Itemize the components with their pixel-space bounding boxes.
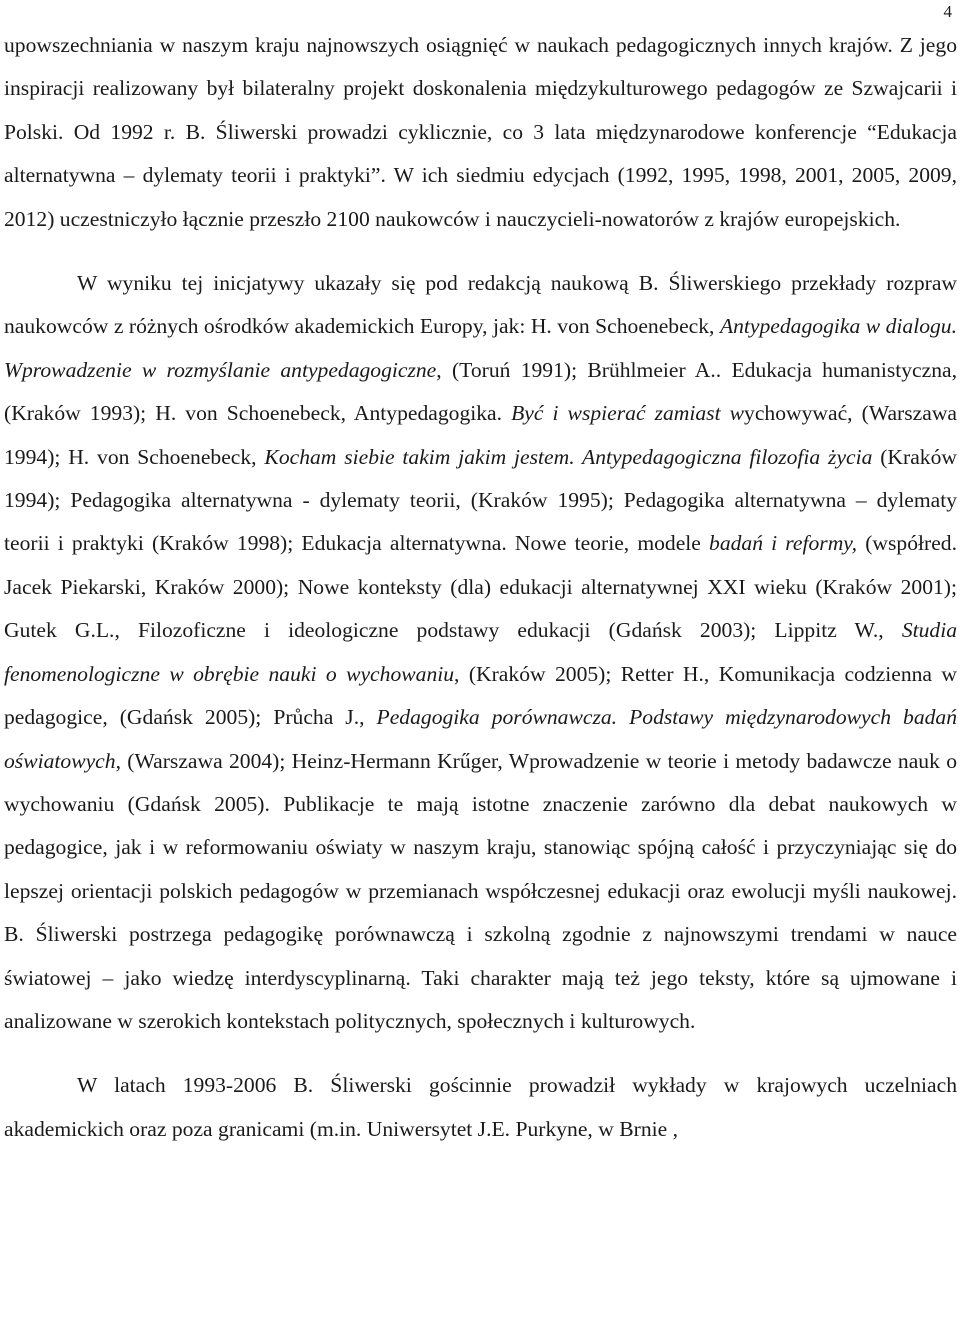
book-title-kocham-siebie: Kocham siebie takim jakim jestem. Antypedagogiczna filozofia życia: [264, 444, 873, 469]
book-title-studia-fenomenologiczne: Studia fenomenologiczne w obrębie nauki o wychowaniu: [4, 618, 957, 686]
page-number: 4: [943, 2, 952, 21]
paragraph-2-text-4: (Kraków 1994); Pedagogika alternatywna - dylematy teorii, (Kraków 1995); Pedagogika alternatywna – dylematy teorii i praktyki (Kraków 1998); Edukacja alternatywna. Nowe teorie, modele: [4, 444, 957, 556]
book-title-byc-i-wspierac: Być i wspierać zamiast w: [511, 401, 745, 426]
book-title-badan-i-reformy: badań i reformy,: [709, 531, 858, 556]
paragraph-2-text-6: , (Kraków 2005); Retter H., Komunikacja codzienna w pedagogice, (Gdańsk 2005); Průcha J.,: [4, 661, 957, 730]
paragraph-3: [4, 1064, 957, 1151]
paragraph-1-text: upowszechniania w naszym kraju najnowszych osiągnięć w naukach pedagogicznych innych krajów. Z jego inspiracji realizowany był bilateralny projekt doskonalenia międzykulturowego pedagogów ze Szwajcarii i Polski. Od 1992 r. B. Śliwerski prowadzi cyklicznie, co 3 lata międzynarodowe konferencje “Edukacja alternatywna – dylematy teorii i praktyki”. W ich siedmiu edycjach (1992, 1995, 1998, 2001, 2005, 2009, 2012) uczestniczyło łącznie przeszło 2100 naukowców i nauczycieli-nowatorów z krajów europejskich.: [4, 33, 957, 231]
paragraph-2-text-2: , (Toruń 1991); Brühlmeier A.. Edukacja humanistyczna, (Kraków 1993); H. von Schoenebeck, Antypedagogika.: [4, 357, 957, 426]
paragraph-1: [4, 24, 957, 241]
paragraph-2-text-3: ychowywać, (Warszawa 1994); H. von Schoenebeck,: [4, 401, 957, 469]
book-title-wprowadzenie: Wprowadzenie w rozmyślanie antypedagogiczne: [4, 357, 437, 382]
paragraph-2-text-7: , (Warszawa 2004); Heinz-Hermann Krűger, Wprowadzenie w teorie i metody badawcze nauk o wychowaniu (Gdańsk 2005). Publikacje te mają istotne znaczenie zarówno dla debat naukowych w pedagogice, jak i w reformowaniu oświaty w naszym kraju, stanowiąc spójną całość i przyczyniając się do lepszej orientacji polskich pedagogów w przemianach współczesnej edukacji oraz ewolucji myśli naukowej. B. Śliwerski postrzega pedagogikę porównawczą i szkolną zgodnie z najnowszymi trendami w nauce światowej – jako wiedzę interdyscyplinarną. Taki charakter mają też jego teksty, które są ujmowane i analizowane w szerokich kontekstach politycznych, społecznych i kulturowych.: [4, 748, 957, 1033]
book-title-antypedagogika-w-dialogu: Antypedagogika w dialogu.: [719, 314, 957, 339]
paragraph-2-text-5: (współred. Jacek Piekarski, Kraków 2000); Nowe konteksty (dla) edukacji alternatywnej XXI wieku (Kraków 2001); Gutek G.L., Filozoficzne i ideologiczne podstawy edukacji (Gdańsk 2003); Lippitz W.,: [4, 531, 957, 643]
paragraph-2-text-1: W wyniku tej inicjatywy ukazały się pod redakcją naukową B. Śliwerskiego przekłady rozpraw naukowców z różnych ośrodków akademickich Europy, jak: H. von Schoenebeck,: [4, 271, 957, 339]
paragraph-3-text: W latach 1993-2006 B. Śliwerski gościnnie prowadził wykłady w krajowych uczelniach akademickich oraz poza granicami (m.in. Uniwersytet J.E. Purkyne, w Brnie ,: [4, 1073, 957, 1141]
paragraph-2: [4, 262, 957, 1043]
document-body: [4, 24, 957, 1151]
book-title-pedagogika-porownawcza: Pedagogika porównawcza. Podstawy międzynarodowych badań oświatowych: [4, 705, 958, 773]
